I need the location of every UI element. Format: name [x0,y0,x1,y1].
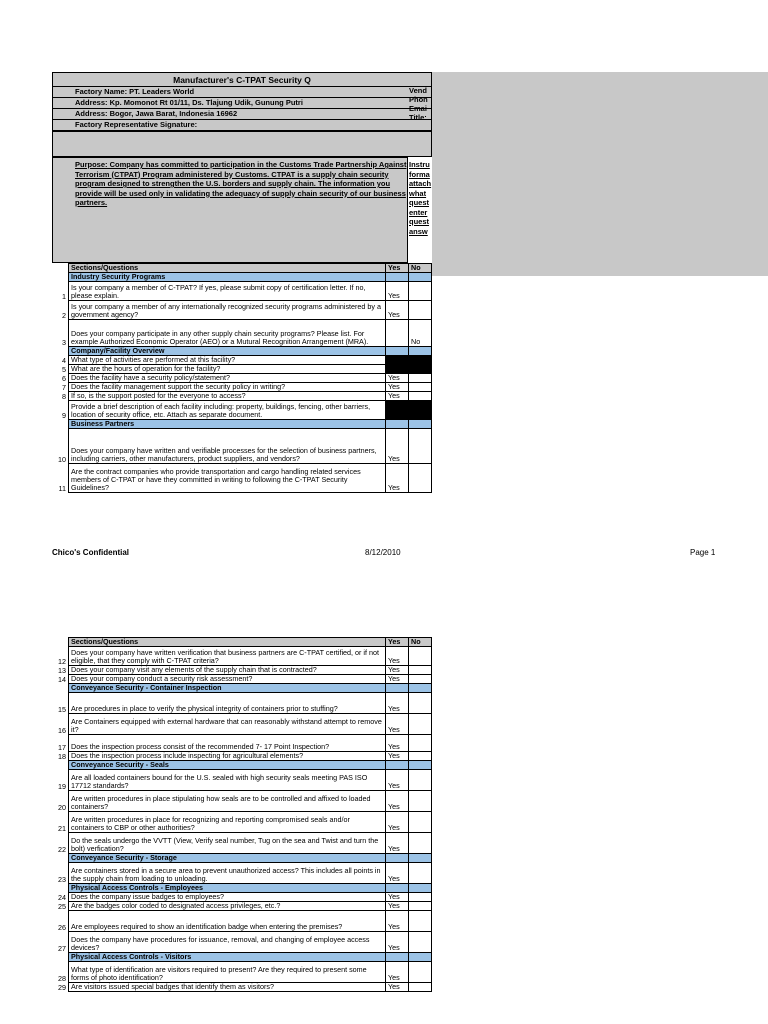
question-row [52,714,432,735]
question-row [52,770,432,791]
yes-cell[interactable] [386,320,409,347]
question-row [52,401,432,420]
header-no: No [409,264,432,273]
no-cell[interactable] [409,770,432,791]
row-num: 22 [52,833,69,854]
questions-table-page1 [52,263,432,493]
question-row [52,392,432,401]
row-num: 15 [52,693,69,714]
row-num: 3 [52,320,69,347]
yes-cell[interactable]: Yes [386,714,409,735]
question-row [52,464,432,493]
no-cell [409,273,432,282]
signature-area [52,131,432,157]
question-row [52,962,432,983]
header-yes: Yes [386,264,409,273]
row-num: 5 [52,365,69,374]
no-cell[interactable] [409,675,432,684]
no-cell[interactable] [409,374,432,383]
no-cell[interactable] [409,812,432,833]
no-cell[interactable] [409,666,432,675]
no-cell [409,761,432,770]
question-text: Is your company a member of C-TPAT? If yes, please submit copy of certification letter. If no, please explain. [69,282,386,301]
no-cell[interactable]: No [409,320,432,347]
question-text: Does your company conduct a security risk assessment? [69,675,386,684]
row-num: 7 [52,383,69,392]
row-num: 27 [52,932,69,953]
row-num: 25 [52,902,69,911]
question-text: Are written procedures in place stipulating how seals are to be controlled and affixed to loaded containers? [69,791,386,812]
question-row [52,429,432,464]
question-text: Are the badges color coded to designated access privileges, etc.? [69,902,386,911]
yes-cell[interactable]: Yes [386,863,409,884]
yes-cell[interactable]: Yes [386,693,409,714]
question-row [52,383,432,392]
yes-cell[interactable]: Yes [386,962,409,983]
purpose-box [52,157,408,263]
section-header-row [52,684,432,693]
yes-cell[interactable]: Yes [386,770,409,791]
row-num: 13 [52,666,69,675]
row-num: 20 [52,791,69,812]
question-text: Is your company a member of any internationally recognized security programs administered by a government agency? [69,301,386,320]
yes-cell[interactable]: Yes [386,791,409,812]
yes-cell[interactable]: Yes [386,675,409,684]
yes-cell[interactable]: Yes [386,983,409,992]
instructions-line: attach [409,179,432,188]
questions-table-page2 [52,637,432,992]
no-cell [409,347,432,356]
question-text: Does the company have procedures for issuance, removal, and changing of employee access devices? [69,932,386,953]
row-num: 4 [52,356,69,365]
row-num: 23 [52,863,69,884]
table-header-row [52,264,432,273]
question-row [52,666,432,675]
question-text: Does the inspection process include inspecting for agricultural elements? [69,752,386,761]
question-row [52,301,432,320]
question-text: Do the seals undergo the VVTT (View, Verify seal number, Tug on the sea and Twist and turn the bolt) verfication? [69,833,386,854]
question-row [52,374,432,383]
section-title: Conveyance Security - Storage [69,854,386,863]
question-row [52,320,432,347]
question-text: What type of activities are performed at this facility? [69,356,386,365]
row-num: 2 [52,301,69,320]
section-title: Conveyance Security - Seals [69,761,386,770]
yes-cell [386,273,409,282]
address-line-1: Address: Kp. Momonot Rt 01/11, Ds. Tlajung Udik, Gunung Putri [53,98,432,109]
yes-cell[interactable]: Yes [386,383,409,392]
no-cell[interactable] [409,693,432,714]
no-cell[interactable] [409,301,432,320]
purpose-text: Purpose: Company has committed to participation in the Customs Trade Partnership Against Terrorism (CTPAT) Program administered by Customs. CTPAT is a supply chain security program designed to strengthen the U.S. borders and supply chain. The information you provide will be used only in validating the adequacy of supply chain security of our business partners. [75,160,407,207]
yes-cell[interactable]: Yes [386,647,409,666]
no-cell[interactable] [409,911,432,932]
row-num: 21 [52,812,69,833]
section-header-row [52,761,432,770]
no-cell[interactable] [409,833,432,854]
header-yes: Yes [386,638,409,647]
right-label: Vend [409,86,427,95]
row-num [52,347,69,356]
question-row [52,675,432,684]
question-text: What are the hours of operation for the facility? [69,365,386,374]
yes-cell [386,684,409,693]
section-header-row [52,420,432,429]
row-num: 12 [52,647,69,666]
header-questions: Sections/Questions [69,638,386,647]
yes-cell[interactable]: Yes [386,429,409,464]
no-cell[interactable] [409,735,432,752]
question-text: What type of identification are visitors required to present? Are they required to present some forms of photo identification? [69,962,386,983]
row-num: 14 [52,675,69,684]
yes-cell[interactable]: Yes [386,666,409,675]
no-cell[interactable] [409,983,432,992]
question-text: Does the facility have a security policy/statement? [69,374,386,383]
header-no: No [409,638,432,647]
yes-cell[interactable]: Yes [386,833,409,854]
question-row [52,932,432,953]
instructions-line: Instru [409,160,430,169]
no-cell[interactable] [409,752,432,761]
header-num-cell [52,638,69,647]
question-row [52,902,432,911]
question-text: Are employees required to show an identification badge when entering the premises? [69,911,386,932]
question-text: Does the company issue badges to employees? [69,893,386,902]
right-label: Title: [409,113,427,122]
question-row [52,752,432,761]
section-title: Physical Access Controls - Visitors [69,953,386,962]
no-cell[interactable] [409,401,432,420]
no-cell[interactable] [409,893,432,902]
yes-cell[interactable]: Yes [386,301,409,320]
question-text: Are containers stored in a secure area to prevent unauthorized access? This includes all points in the supply chain from loading to unloading. [69,863,386,884]
no-cell [409,684,432,693]
yes-cell[interactable]: Yes [386,752,409,761]
yes-cell [386,854,409,863]
question-text: Are the contract companies who provide transportation and cargo handling related services members of C-TPAT or have they committed in writing to following the C-TPAT Security Guidelines? [69,464,386,493]
row-num: 18 [52,752,69,761]
yes-cell [386,347,409,356]
question-row [52,833,432,854]
yes-cell[interactable]: Yes [386,735,409,752]
section-title: Business Partners [69,420,386,429]
question-text: Does your company visit any elements of the supply chain that is contracted? [69,666,386,675]
yes-cell[interactable]: Yes [386,392,409,401]
no-cell[interactable] [409,932,432,953]
yes-cell[interactable]: Yes [386,893,409,902]
question-text: Does your company have written verification that business partners are C-TPAT certified, or if not eligible, that they comply with C-TPAT criteria? [69,647,386,666]
question-row [52,282,432,301]
row-num: 1 [52,282,69,301]
row-num: 26 [52,911,69,932]
section-header-row [52,953,432,962]
instructions-line: quest [409,217,430,226]
row-num: 24 [52,893,69,902]
question-text: Does the facility management support the security policy in writing? [69,383,386,392]
question-text: Are all loaded containers bound for the U.S. sealed with high security seals meeting PAS ISO 17712 standards? [69,770,386,791]
section-header-row [52,884,432,893]
section-title: Physical Access Controls - Employees [69,884,386,893]
question-text: Are Containers equipped with external hardware that can reasonably withstand attempt to remove it? [69,714,386,735]
yes-cell[interactable] [386,401,409,420]
row-num: 17 [52,735,69,752]
footer-date: 8/12/2010 [365,548,401,557]
question-row [52,893,432,902]
instructions-line: answ [409,226,428,236]
question-row [52,791,432,812]
gray-panel [432,72,768,276]
instructions-box [409,160,432,236]
row-num: 10 [52,429,69,464]
no-cell[interactable] [409,383,432,392]
no-cell[interactable] [409,791,432,812]
instructions-line: forma [409,169,430,179]
row-num [52,420,69,429]
footer-page: Page 1 [690,548,716,557]
instructions-line: enter [409,207,428,217]
question-row [52,983,432,992]
row-num: 19 [52,770,69,791]
header-questions: Sections/Questions [69,264,386,273]
no-cell[interactable] [409,282,432,301]
question-row [52,911,432,932]
section-header-row [52,854,432,863]
yes-cell[interactable]: Yes [386,911,409,932]
question-row [52,647,432,666]
form-title: Manufacturer's C-TPAT Security Q [53,73,432,87]
yes-cell [386,761,409,770]
no-cell[interactable] [409,647,432,666]
no-cell[interactable] [409,962,432,983]
question-row [52,735,432,752]
vendor-info-labels [409,86,432,122]
question-text: Does the inspection process consist of the recommended 7- 17 Point Inspection? [69,735,386,752]
no-cell[interactable] [409,429,432,464]
question-text: Provide a brief description of each facility including: property, buildings, fencing, other barriers, location of security office, etc. Attach as separate document. [69,401,386,420]
no-cell[interactable] [409,365,432,374]
section-header-row [52,273,432,282]
factory-name: Factory Name: PT. Leaders World [53,87,432,98]
section-title: Conveyance Security - Container Inspection [69,684,386,693]
no-cell [409,854,432,863]
section-title: Industry Security Programs [69,273,386,282]
no-cell[interactable] [409,902,432,911]
no-cell[interactable] [409,464,432,493]
no-cell[interactable] [409,392,432,401]
row-num: 29 [52,983,69,992]
yes-cell[interactable]: Yes [386,902,409,911]
question-row [52,356,432,365]
question-text: Does your company have written and verifiable processes for the selection of business partners, including carriers, other manufacturers, product suppliers, and vendors? [69,429,386,464]
no-cell [409,953,432,962]
yes-cell[interactable] [386,365,409,374]
signature-label: Factory Representative Signature: [53,120,432,131]
question-row [52,812,432,833]
question-row [52,693,432,714]
no-cell[interactable] [409,356,432,365]
row-num: 6 [52,374,69,383]
row-num [52,884,69,893]
yes-cell [386,884,409,893]
question-text: Are visitors issued special badges that identify them as visitors? [69,983,386,992]
header-table [52,72,432,131]
question-text: Are procedures in place to verify the physical integrity of containers prior to stuffing? [69,693,386,714]
row-num [52,684,69,693]
no-cell[interactable] [409,863,432,884]
question-text: Are written procedures in place for recognizing and reporting compromised seals and/or containers to CBP or other authorities? [69,812,386,833]
row-num [52,953,69,962]
row-num: 11 [52,464,69,493]
section-title: Company/Facility Overview [69,347,386,356]
no-cell [409,420,432,429]
yes-cell[interactable]: Yes [386,282,409,301]
row-num: 16 [52,714,69,735]
yes-cell[interactable]: Yes [386,932,409,953]
question-row [52,863,432,884]
yes-cell [386,420,409,429]
instructions-line: quest [409,198,430,207]
section-header-row [52,347,432,356]
yes-cell[interactable] [386,356,409,365]
instructions-line: what [409,188,427,198]
row-num: 9 [52,401,69,420]
footer-confidential: Chico's Confidential [52,548,130,557]
row-num [52,854,69,863]
address-line-2: Address: Bogor, Jawa Barat, Indonesia 16962 [53,109,432,120]
right-label: Phon [409,95,428,104]
question-row [52,365,432,374]
header-num-cell [52,264,69,273]
no-cell [409,884,432,893]
row-num: 28 [52,962,69,983]
row-num: 8 [52,392,69,401]
question-text: Does your company participate in any other supply chain security programs? Please list. For example Authorized Economic Operator (AEO) or a Mutural Recognition Arrangement (MRA). [69,320,386,347]
question-text: If so, is the support posted for the everyone to access? [69,392,386,401]
yes-cell[interactable]: Yes [386,374,409,383]
no-cell[interactable] [409,714,432,735]
table-header-row [52,638,432,647]
yes-cell[interactable]: Yes [386,464,409,493]
yes-cell [386,953,409,962]
yes-cell[interactable]: Yes [386,812,409,833]
right-label: Emai [409,104,427,113]
row-num [52,273,69,282]
row-num [52,761,69,770]
